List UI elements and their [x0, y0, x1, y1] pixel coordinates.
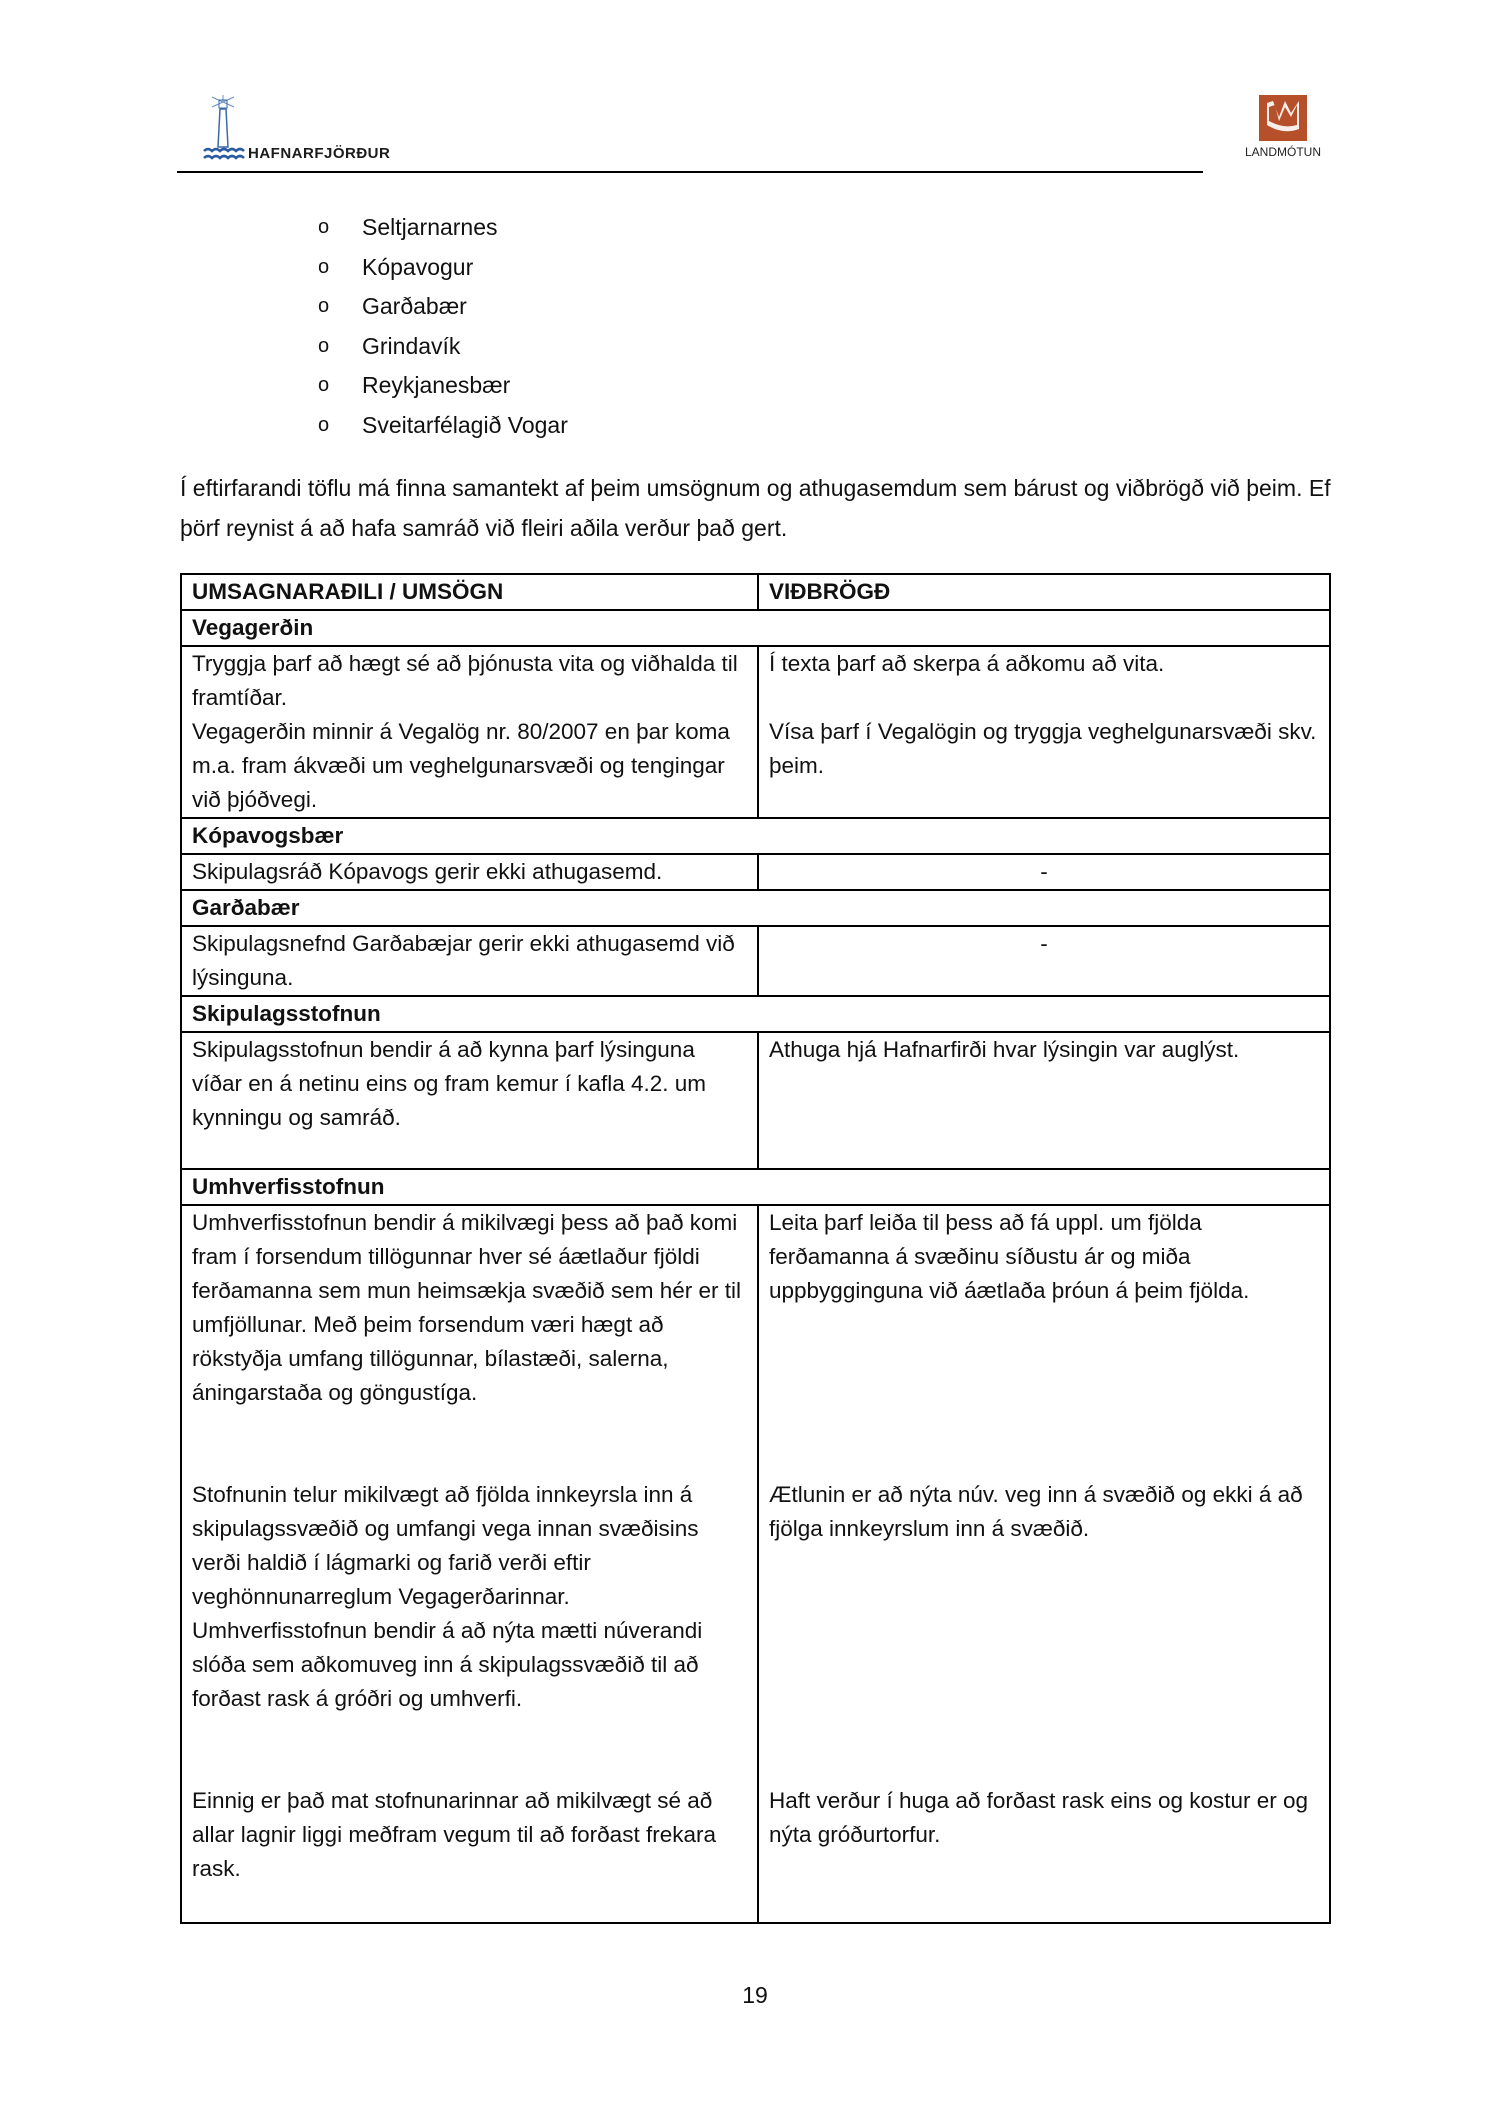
list-item: o Seltjarnarnes [318, 214, 498, 240]
list-item: o Reykjanesbær [318, 372, 511, 398]
table-row: Tryggja þarf að hægt sé að þjónusta vita og viðhalda til framtíðar. Vegagerðin minnir á Vegalög nr. 80/2007 en þar koma m.a. fram ákvæði um veghelgunarsvæði og tengingar við þjóðvegi. Í texta þarf að skerpa á aðkomu að vita. Vísa þarf í Vegalögin og tryggja veghelgunarsvæði skv. þeim. [181, 646, 1330, 818]
logo-text: HAFNARFJÖRÐUR [248, 145, 391, 162]
table-row: Skipulagsstofnun bendir á að kynna þarf lýsinguna víðar en á netinu eins og fram kemur í kafla 4.2. um kynningu og samráð. Athuga hjá Hafnarfirði hvar lýsingin var auglýst. [181, 1032, 1330, 1169]
list-item: o Garðabær [318, 293, 467, 319]
table-row: Skipulagsráð Kópavogs gerir ekki athugasemd. - [181, 854, 1330, 890]
section-title: Umhverfisstofnun [181, 1169, 1330, 1205]
section-title: Garðabær [181, 890, 1330, 926]
municipality-list [318, 208, 568, 445]
table-header-row [181, 574, 1330, 610]
lighthouse-icon [200, 95, 246, 165]
intro-paragraph: Í eftirfarandi töflu má finna samantekt af þeim umsögnum og athugasemdum sem bárust og viðbrögð við þeim. Ef þörf reynist á að hafa samráð við fleiri aðila verður það gert. [180, 475, 1331, 541]
page-number: 19 [742, 1982, 768, 2008]
hafnarfjordur-logo [200, 95, 420, 165]
section-title: Vegagerðin [181, 610, 1330, 646]
list-item: o Sveitarfélagið Vogar [318, 411, 568, 438]
header-rule [177, 171, 1203, 173]
header-cell: VIÐBRÖGÐ [758, 574, 1330, 610]
section-title: Skipulagsstofnun [181, 996, 1330, 1032]
table-row: Skipulagsnefnd Garðabæjar gerir ekki athugasemd við lýsinguna. - [181, 926, 1330, 996]
list-item: o Kópavogur [318, 253, 474, 280]
list-item: o Grindavík [318, 332, 461, 359]
landmotun-emblem-icon [1259, 95, 1307, 141]
table-row: Umhverfisstofnun bendir á mikilvægi þess að það komi fram í forsendum tillögunnar hver sé áætlaður fjöldi ferðamanna sem mun heimsækja svæðið sem hér er til umfjöllunar. Með þeim forsendum væri hægt að rökstyðja umfang tillögunnar, bílastæði, salerna, áningarstaða og göngustíga. Stofnunin telur mikilvægt að fjölda innkeyrsla inn á skipulagssvæðið og umfangi vega innan svæðisins verði haldið í lágmarki og farið verði eftir veghönnunarreglum Vegagerðarinnar. Umhverfisstofnun bendir á að nýta mætti núverandi slóða sem aðkomuveg inn á skipulagssvæðið til að forðast rask á gróðri og umhverfi. Einnig er það mat stofnunarinnar að mikilvægt sé að allar lagnir liggi meðfram vegum til að forðast frekara rask. Leita þarf leiða til þess að fá uppl. um fjölda ferðamanna á svæðinu síðustu ár og miða uppbygginguna við áætlaða þróun á þeim fjölda. Ætlunin er að nýta núv. veg inn á svæðið og ekki á að fjölga innkeyrslum inn á svæðið. Haft verður í huga að forðast rask eins og kostur er og nýta gróðurtorfur. [181, 1205, 1330, 1923]
header-cell: UMSAGNARAÐILI / UMSÖGN [181, 574, 758, 610]
comments-table [180, 573, 1331, 1924]
logo-text: LANDMÓTUN [1244, 145, 1321, 159]
section-title: Kópavogsbær [181, 818, 1330, 854]
landmotun-logo [1228, 95, 1338, 165]
